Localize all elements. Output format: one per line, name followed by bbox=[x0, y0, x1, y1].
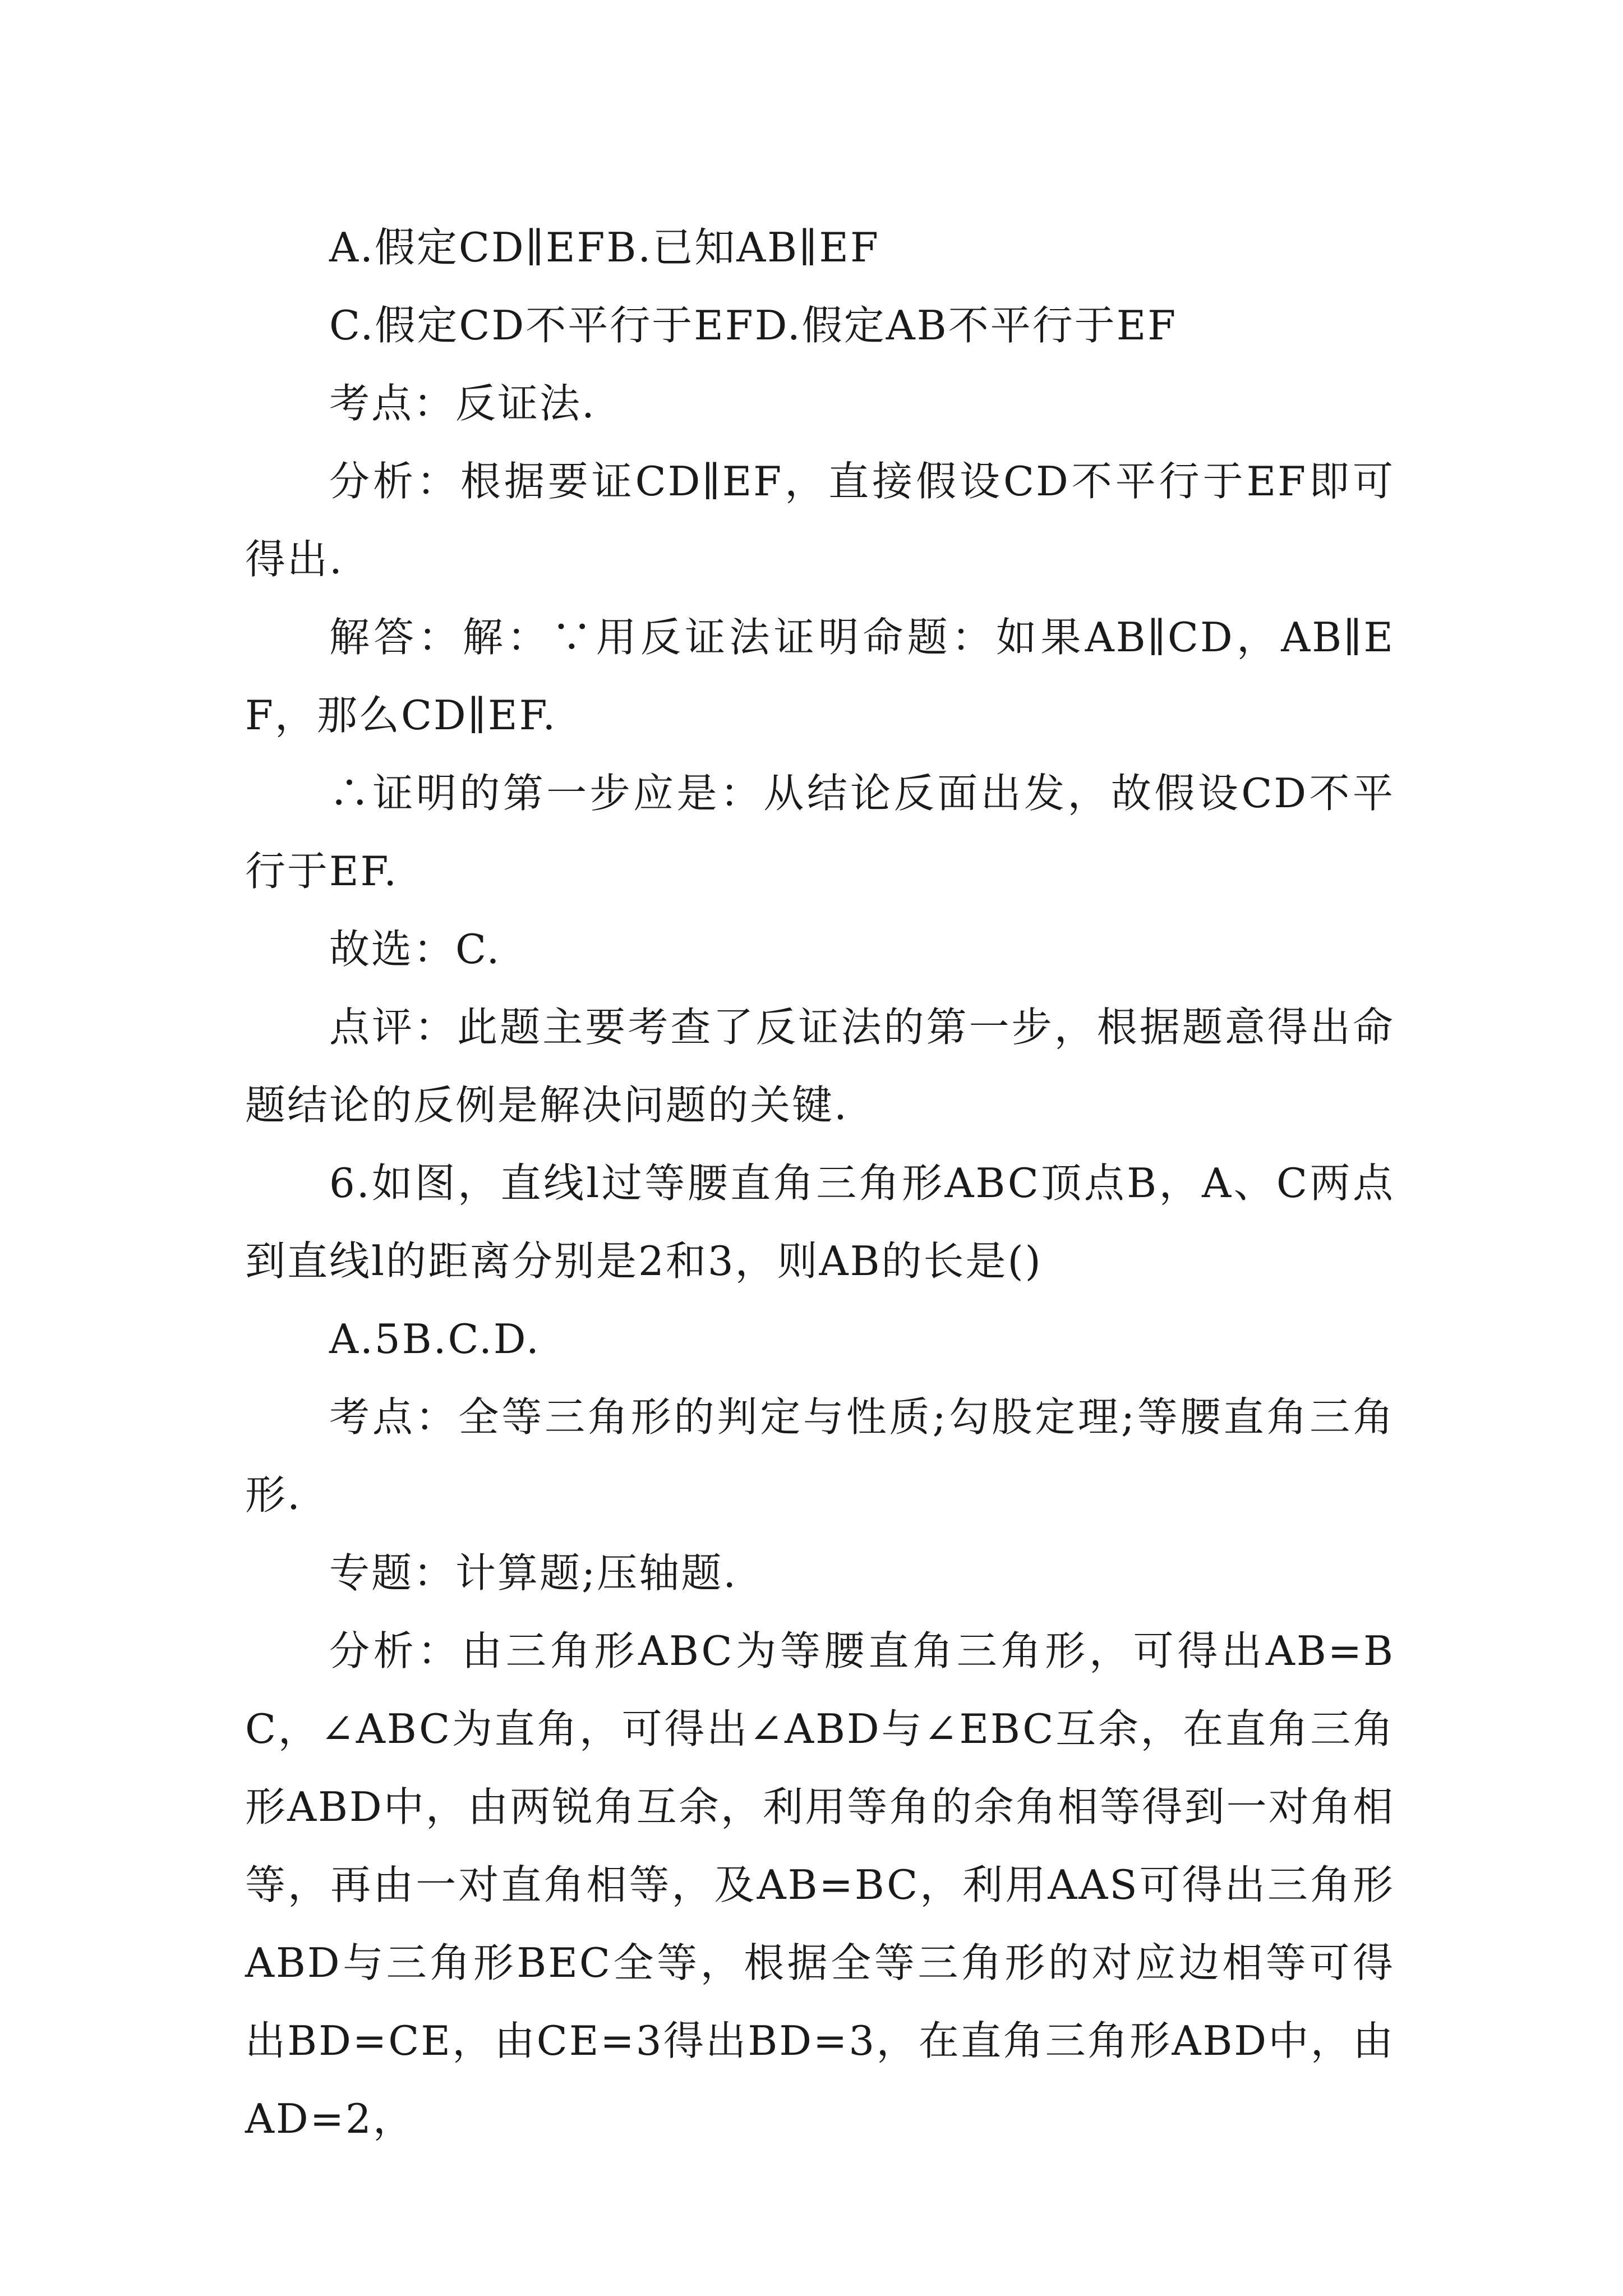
answer-line: 故选：C. bbox=[329, 926, 501, 973]
document-body bbox=[245, 209, 1395, 2158]
proof-step-paragraph: ∴证明的第一步应是：从结论反面出发，故假设CD不平行于EF. bbox=[245, 770, 1395, 895]
question-6-options: A.5B.C.D. bbox=[329, 1315, 541, 1363]
analysis-paragraph: 分析：根据要证CD∥EF，直接假设CD不平行于EF即可得出. bbox=[245, 458, 1395, 583]
knowledge-point: 考点：反证法. bbox=[329, 380, 596, 427]
option-line-a-b: A.假定CD∥EFB.已知AB∥EF bbox=[329, 224, 880, 271]
comment-paragraph: 点评：此题主要考查了反证法的第一步，根据题意得出命题结论的反例是解决问题的关键. bbox=[245, 1004, 1395, 1129]
question-6-analysis: 分析：由三角形ABC为等腰直角三角形，可得出AB=BC，∠ABC为直角，可得出∠ABD与∠EBC互余，在直角三角形ABD中，由两锐角互余，利用等角的余角相等得到一对角相等，再由一对直角相等，及AB=BC，利用AAS可得出三角形ABD与三角形BEC全等，根据全等三角形的对应边相等可得出BD=CE，由CE=3得出BD=3，在直角三角形ABD中，由AD=2， bbox=[245, 1627, 1395, 2142]
question-6-topic: 专题：计算题;压轴题. bbox=[329, 1549, 738, 1596]
option-line-c-d: C.假定CD不平行于EFD.假定AB不平行于EF bbox=[329, 302, 1178, 349]
solution-paragraph: 解答：解：∵用反证法证明命题：如果AB∥CD，AB∥EF，那么CD∥EF. bbox=[245, 614, 1395, 739]
question-6-knowledge-point: 考点：全等三角形的判定与性质;勾股定理;等腰直角三角形. bbox=[245, 1393, 1395, 1519]
question-6: 6.如图，直线l过等腰直角三角形ABC顶点B，A、C两点到直线l的距离分别是2和3，则AB的长是() bbox=[245, 1159, 1395, 1285]
